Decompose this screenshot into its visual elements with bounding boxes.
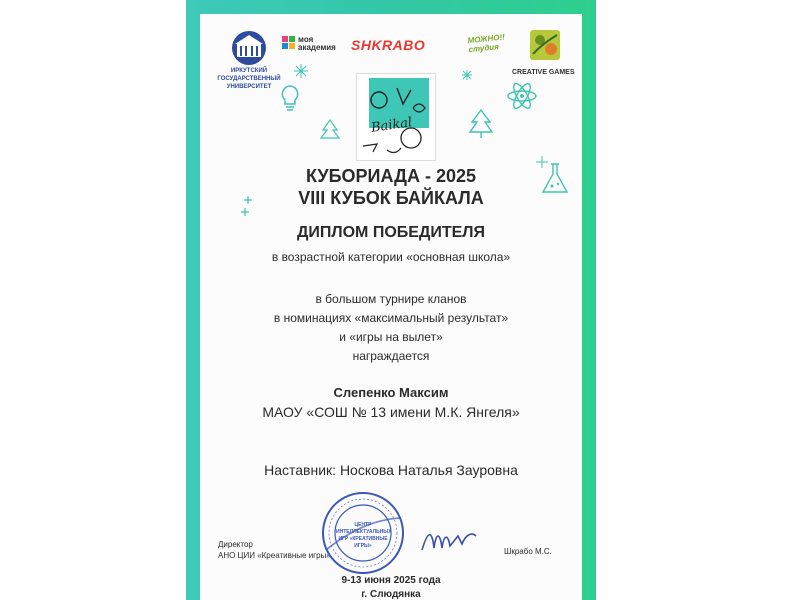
- moya-akademiya-logo-text: моя академия: [298, 35, 336, 52]
- winner-name: Слепенко Максим: [333, 385, 449, 400]
- fir-tree-icon: [468, 108, 494, 140]
- director-org: АНО ЦИИ «Креативные игры»: [218, 551, 331, 560]
- mentor-line: Наставник: Носкова Наталья Зауровна: [264, 462, 518, 478]
- event-city: г. Слюдянка: [361, 589, 421, 600]
- title-line-2: VIII КУБОК БАЙКАЛА: [298, 188, 484, 208]
- lightbulb-icon: [278, 84, 302, 114]
- emblem-word: Baikal: [370, 115, 414, 136]
- tournament-line: в большом турнире кланов: [315, 292, 467, 306]
- baikal-emblem: [356, 73, 436, 161]
- university-logo-icon: [226, 30, 272, 66]
- fir-tree-small-icon: [320, 118, 340, 144]
- nominations-line-1: в номинациях «максимальный результат»: [273, 311, 509, 325]
- event-dates: 9-13 июня 2025 года: [341, 575, 441, 586]
- title-line-1: КУБОРИАДА - 2025: [305, 166, 477, 186]
- stamp-text: ЦЕНТР ИНТЕЛЛЕКТУАЛЬНЫХ ИГР «КРЕАТИВНЫЕ ИГРЫ»: [336, 522, 392, 549]
- category-line: в возрастной категории «основная школа»: [271, 250, 511, 264]
- atom-icon: [506, 80, 538, 112]
- school-name: МАОУ «СОШ № 13 имени М.К. Янгеля»: [262, 404, 520, 420]
- mozhno-studio-logo: МОЖНО!! студия: [467, 32, 506, 55]
- creative-games-logo-text: CREATIVE GAMES: [512, 69, 575, 76]
- signature-scribble: [418, 526, 478, 556]
- director-title: Директор: [218, 540, 253, 549]
- moya-akademiya-logo-icon: [282, 36, 296, 50]
- university-logo-text: ИРКУТСКИЙ ГОСУДАРСТВЕННЫЙ УНИВЕРСИТЕТ: [217, 68, 281, 90]
- creative-games-logo-icon: [530, 30, 560, 60]
- signer-name: Шкрабо М.С.: [504, 547, 552, 556]
- sparkle-icon: [294, 64, 308, 78]
- awarded-line: награждается: [352, 349, 430, 363]
- snowflake-small-icon: [462, 70, 472, 80]
- diploma-frame: [186, 0, 596, 600]
- shkrabo-logo: SHKRABO: [351, 37, 426, 53]
- nominations-line-2: и «игры на вылет»: [339, 330, 443, 344]
- diploma-heading: ДИПЛОМ ПОБЕДИТЕЛЯ: [296, 224, 486, 241]
